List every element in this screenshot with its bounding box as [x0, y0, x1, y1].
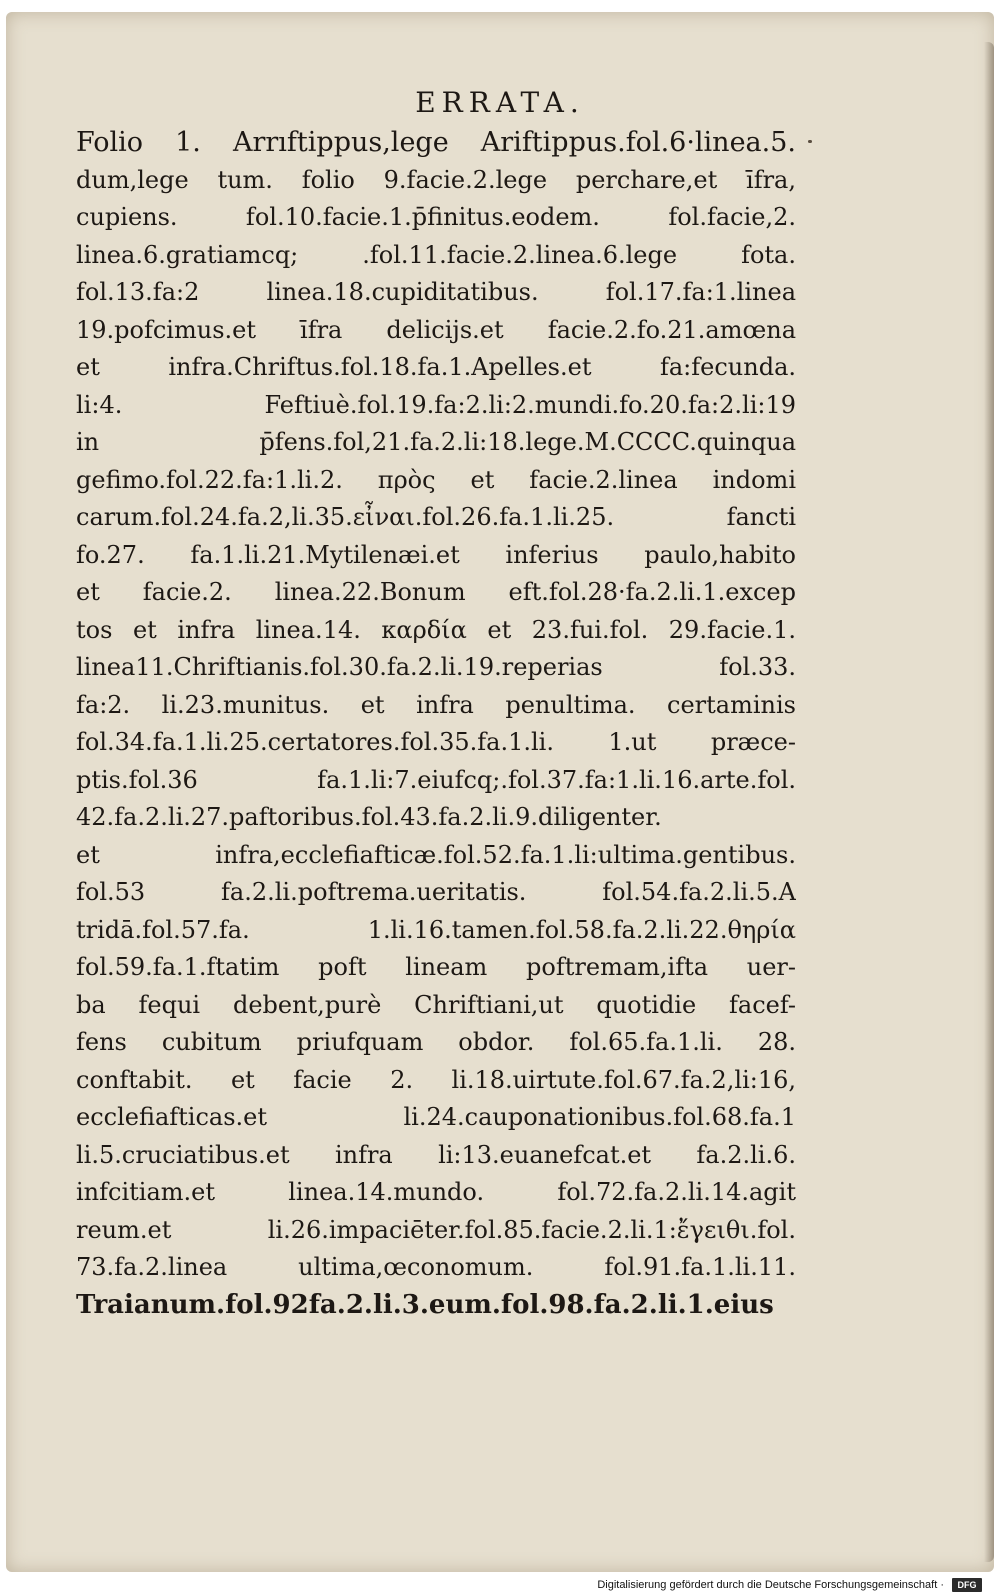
- text-line-24: ba fequi debent,purè Chriftiani,ut quotidie facef-: [76, 990, 796, 1019]
- text-line-26: conftabit. et facie 2. li.18.uirtute.fol.67.fa.2,li:16,: [76, 1065, 796, 1094]
- text-line-5: fol.13.fa:2 linea.18.cupiditatibus. fol.17.fa:1.linea: [76, 278, 796, 306]
- text-line-2: dum,lege tum. folio 9.facie.2.lege perchare,et īfra,: [76, 165, 796, 194]
- text-line-13: et facie.2. linea.22.Bonum eft.fol.28·fa.2.li.1.excep: [76, 578, 796, 606]
- text-line-23: fol.59.fa.1.ftatim poft lineam poftremam,ifta uer-: [76, 953, 796, 981]
- text-line-17: fol.34.fa.1.li.25.certatores.fol.35.fa.1.li. 1.ut præce-: [76, 728, 796, 756]
- text-line-15: linea11.Chriftianis.fol.30.fa.2.li.19.reperias fol.33.: [76, 653, 796, 681]
- text-line-6: 19.pofcimus.et īfra delicijs.et facie.2.fo.21.amœna: [76, 315, 796, 344]
- text-line-19: 42.fa.2.li.27.paftoribus.fol.43.fa.2.li.9.diligenter.: [76, 803, 662, 831]
- text-line-25: fens cubitum priufquam obdor. fol.65.fa.1.li. 28.: [76, 1028, 796, 1056]
- text-line-12: fo.27. fa.1.li.21.Mytilenæi.et inferius paulo,habito: [76, 540, 796, 569]
- text-line-1: Folio 1. Arrıftippus,lege Ariftippus.fol.6·linea.5.: [76, 127, 796, 158]
- text-line-8: li:4. Feftiuè.fol.19.fa:2.li:2.mundi.fo.20.fa:2.li:19: [76, 390, 796, 419]
- text-line-29: infcitiam.et linea.14.mundo. fol.72.fa.2.li.14.agit: [76, 1178, 796, 1206]
- text-line-27: ecclefiafticas.et li.24.cauponationibus.fol.68.fa.1: [76, 1103, 796, 1131]
- errata-text-block: [76, 124, 796, 1324]
- text-line-4: linea.6.gratiamcq; .fol.11.facie.2.linea.6.lege fota.: [76, 240, 796, 269]
- digitization-footer: [0, 1577, 1000, 1596]
- text-line-18: ptis.fol.36 fa.1.li:7.eiufcq;.fol.37.fa:1.li.16.arte.fol.: [76, 765, 796, 794]
- text-line-22: tridā.fol.57.fa. 1.li.16.tamen.fol.58.fa.2.li.22.θηρία: [76, 915, 796, 944]
- text-line-16: fa:2. li.23.munitus. et infra penultima. certaminis: [76, 690, 796, 719]
- dfg-credit: Digitalisierung gefördert durch die Deutsche Forschungsgemeinschaft ·: [597, 1579, 944, 1591]
- text-line-11: carum.fol.24.fa.2,li.35.εἶναι.fol.26.fa.1.li.25. fancti: [76, 503, 796, 531]
- text-line-28: li.5.cruciatibus.et infra li:13.euanefcat.et fa.2.li.6.: [76, 1140, 796, 1169]
- text-line-21: fol.53 fa.2.li.poftrema.ueritatis. fol.54.fa.2.li.5.A: [76, 878, 796, 906]
- text-line-7: et infra.Chriftus.fol.18.fa.1.Apelles.et fa:fecunda.: [76, 353, 796, 381]
- text-line-3: cupiens. fol.10.facie.1.p̄finitus.eodem. fol.facie,2.: [76, 203, 796, 231]
- page-heading: ERRATA.: [415, 86, 585, 119]
- text-line-9: in p̄fens.fol,21.fa.2.li:18.lege.M.CCCC.quinqua: [76, 428, 796, 456]
- text-line-30: reum.et li.26.impaciēter.fol.85.facie.2.li.1:ἔγειθι.fol.: [76, 1215, 796, 1244]
- text-line-14: tos et infra linea.14. καρδία et 23.fui.fol. 29.facie.1.: [76, 615, 796, 644]
- text-line-32: Traianum.fol.92fa.2.li.3.eum.fol.98.fa.2.li.1.eius: [76, 1289, 774, 1320]
- text-line-31: 73.fa.2.linea ultima,œconomum. fol.91.fa.1.li.11.: [76, 1253, 796, 1281]
- page-edge-shadow: [984, 42, 994, 1562]
- text-line-10: gefimo.fol.22.fa:1.li.2. πρὸς et facie.2.linea indomi: [76, 465, 796, 494]
- dfg-logo: DFG: [952, 1578, 982, 1592]
- text-line-20: et infra,ecclefiafticæ.fol.52.fa.1.li:ultima.gentibus.: [76, 840, 796, 869]
- ink-speck: [808, 140, 812, 143]
